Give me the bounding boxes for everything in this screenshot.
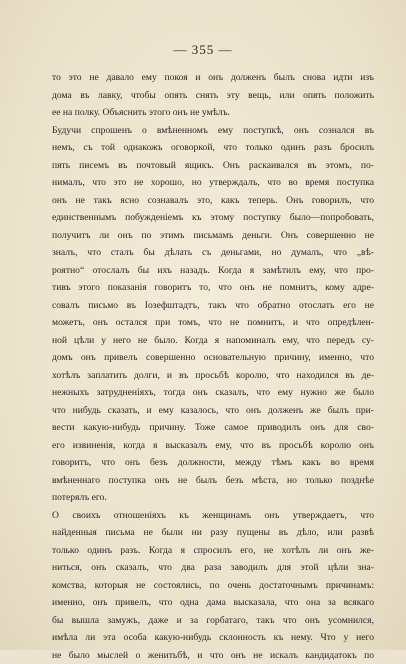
text-line: вести какую-нибудь причину. Тоже самое приводилъ онъ для сво-	[52, 419, 374, 437]
text-line: что нибудь сказать, и ему казалось, что онъ долженъ же былъ при-	[52, 402, 374, 420]
paragraph	[52, 507, 374, 664]
text-line: зналъ, что сталъ бы дѣлать съ деньгами, но думалъ, что „вѣ-	[52, 244, 374, 262]
text-line: ниться, онъ сказалъ, что два раза заводилъ для этой цѣли зна-	[52, 559, 374, 577]
text-line: получитъ ли онъ по этимъ письмамъ деньги. Онъ совершенно не	[52, 227, 374, 245]
text-line: ной цѣли у него не было. Когда я напоминалъ ему, что передъ су-	[52, 332, 374, 350]
text-line: потерялъ его.	[52, 489, 374, 507]
text-line: комства, которыя не состоялись, по очень достаточнымъ причинамъ:	[52, 577, 374, 595]
text-line: дома въ лавку, чтобы опять снять эту вещь, или опять положить	[52, 87, 374, 105]
text-line: пять писемъ въ почтовый ящикъ. Онъ раскаивался въ этомъ, по-	[52, 157, 374, 175]
text-line: то это не давало ему покоя и онъ долженъ былъ снова идти изъ	[52, 69, 374, 87]
text-line: единственнымъ побужденіемъ къ этому поступку было—попробовать,	[52, 209, 374, 227]
text-line: онъ не такъ ясно сознавалъ это, какъ теперь. Онъ говорилъ, что	[52, 192, 374, 210]
text-line: не было мыслей о женитьбѣ, и что онъ не искалъ кандидатокъ по	[52, 647, 374, 664]
page-number: — 355 —	[0, 42, 406, 58]
text-line: совалъ письмо въ Іозефштадтъ, такъ что обратно отослать его не	[52, 297, 374, 315]
text-line: домъ онъ привелъ совершенно основательную причину, именно, что	[52, 349, 374, 367]
text-line: найденныя письма не были ни разу пущены въ дѣло, или развѣ	[52, 524, 374, 542]
text-line: только одинъ разъ. Когда я спросилъ его, не хотѣлъ ли онъ же-	[52, 542, 374, 560]
text-line: Будучи спрошенъ о вмѣненномъ ему поступкѣ, онъ сознался въ	[52, 122, 374, 140]
text-line: его извиненія, когда я высказалъ ему, что въ просьбѣ королю онъ	[52, 437, 374, 455]
text-line: немъ, съ той однакожъ оговоркой, что только одинъ разъ бросилъ	[52, 139, 374, 157]
text-line: нежныхъ затрудненіяхъ, тогда онъ сказалъ, что ему нужно же было	[52, 384, 374, 402]
text-line: вмѣненнаго поступка онъ не былъ безъ мѣста, но только позднѣе	[52, 472, 374, 490]
body-text	[52, 69, 374, 664]
text-line: можетъ, онъ остался при томъ, что не помнитъ, и что опредѣлен-	[52, 314, 374, 332]
text-line: именно, онъ привелъ, что одна дама высказала, что она за всякаго	[52, 594, 374, 612]
text-line: нималъ, что это не хорошо, но утверждалъ, что во время поступка	[52, 174, 374, 192]
text-line: имѣла ли эта особа какую-нибудь склонность къ нему. Что у него	[52, 629, 374, 647]
text-line: ее на полку. Объяснить этого онъ не умѣлъ.	[52, 104, 374, 122]
text-line: роятно“ отослалъ бы ихъ назадъ. Когда я замѣтилъ ему, что про-	[52, 262, 374, 280]
paragraph	[52, 122, 374, 507]
text-line: говоритъ, что онъ безъ должности, между тѣмъ какъ во время	[52, 454, 374, 472]
text-line: хотѣлъ заплатить долги, и въ просьбѣ королю, что находился въ де-	[52, 367, 374, 385]
paragraph	[52, 69, 374, 122]
text-line: бы вышла замужъ, даже и за горбатаго, такъ что онъ усомнился,	[52, 612, 374, 630]
text-line: О своихъ отношеніяхъ къ женщинамъ онъ утверждаетъ, что	[52, 507, 374, 525]
text-line: тивъ этого показанія говоритъ то, что онъ не помнитъ, кому адре-	[52, 279, 374, 297]
